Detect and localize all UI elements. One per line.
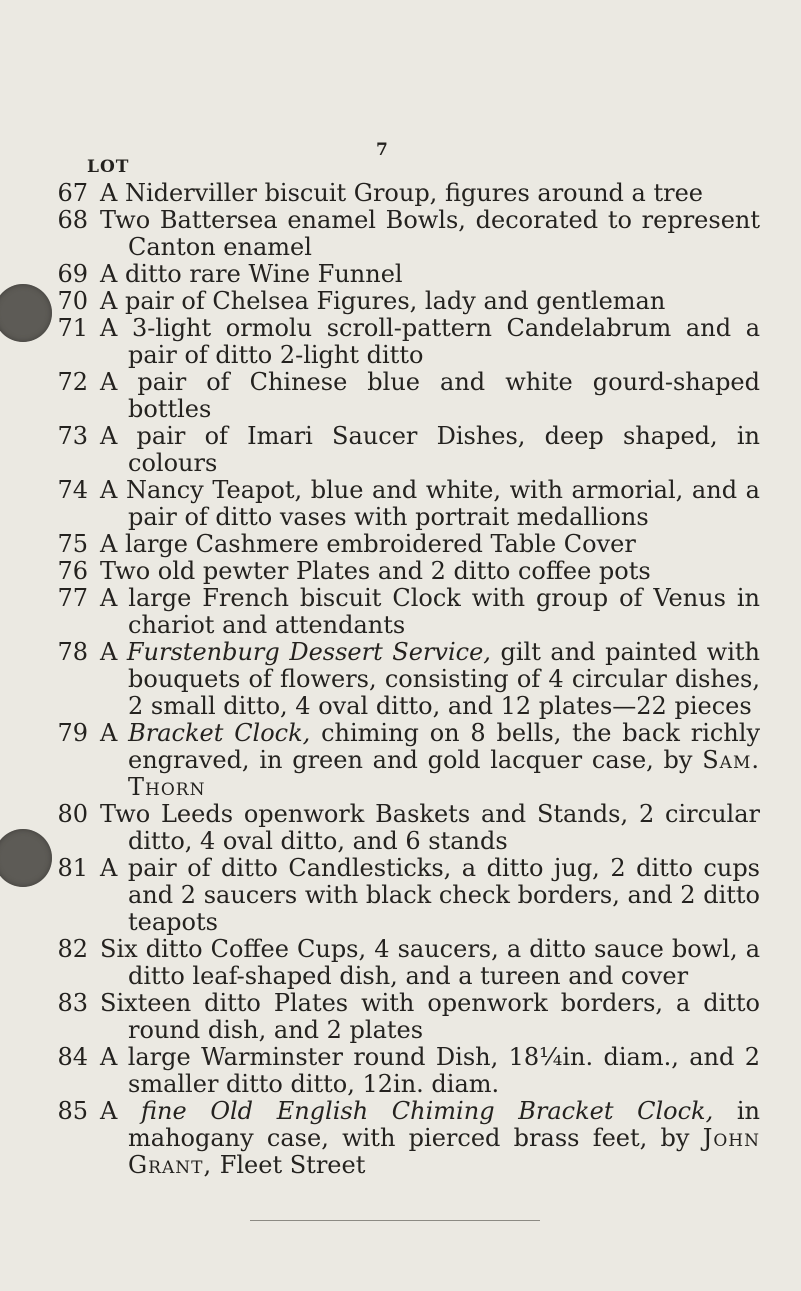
lot-description bbox=[100, 639, 760, 720]
lot-description: A pair of Chelsea Figures, lady and gentleman bbox=[100, 287, 666, 315]
lot-description-emph: Furstenburg Dessert Service, bbox=[126, 638, 491, 666]
lot-description-pre: A bbox=[100, 719, 129, 747]
lot-entry bbox=[0, 531, 801, 558]
lot-description: A large Cashmere embroidered Table Cover bbox=[100, 530, 636, 558]
lot-description: A Niderviller biscuit Group, figures around a tree bbox=[100, 179, 703, 207]
lot-entry bbox=[0, 801, 801, 855]
lot-entry bbox=[0, 477, 801, 531]
lot-description bbox=[100, 720, 760, 801]
lot-description-post: in mahogany case, with pierced brass feet, by bbox=[128, 1097, 761, 1152]
lot-number: 85 bbox=[57, 1097, 88, 1125]
lot-description: A Nancy Teapot, blue and white, with armorial, and a pair of ditto vases with portrait medallions bbox=[100, 476, 760, 531]
lot-number: 83 bbox=[57, 989, 88, 1017]
lot-description: A pair of ditto Candlesticks, a ditto jug, 2 ditto cups and 2 saucers with black check borders, and 2 ditto teapots bbox=[100, 854, 760, 936]
lot-description-sc: John Grant, bbox=[128, 1124, 760, 1179]
lot-entry bbox=[0, 315, 801, 369]
lot-number: 80 bbox=[57, 800, 88, 828]
lot-number: 70 bbox=[57, 287, 88, 315]
lot-number: 76 bbox=[57, 557, 88, 585]
lot-number: 71 bbox=[57, 314, 88, 342]
lot-number: 72 bbox=[57, 368, 88, 396]
lot-entry bbox=[0, 585, 801, 639]
lot-description-post: chiming on 8 bells, the back richly engraved, in green and gold lacquer case, by bbox=[128, 719, 760, 774]
lot-description: A pair of Chinese blue and white gourd-shaped bottles bbox=[100, 368, 760, 423]
lot-entry bbox=[0, 1098, 801, 1179]
lot-description: A 3-light ormolu scroll-pattern Candelabrum and a pair of ditto 2-light ditto bbox=[100, 314, 760, 369]
lot-description-emph: Bracket Clock, bbox=[128, 719, 311, 747]
lot-number: 78 bbox=[57, 638, 88, 666]
lot-description-post: gilt and painted with bouquets of flowers, consisting of 4 circular dishes, 2 small ditto, 4 oval ditto, and 12 plates—22 pieces bbox=[128, 638, 761, 720]
lot-description: A pair of Imari Saucer Dishes, deep shaped, in colours bbox=[100, 422, 760, 477]
lot-number: 79 bbox=[57, 719, 88, 747]
lot-column-header: LOT bbox=[87, 157, 130, 177]
lot-number: 77 bbox=[57, 584, 88, 612]
lot-entry bbox=[0, 720, 801, 801]
lot-entry bbox=[0, 936, 801, 990]
page-number: 7 bbox=[376, 140, 388, 160]
lot-entry bbox=[0, 855, 801, 936]
lot-list bbox=[0, 180, 801, 1179]
lot-description: A ditto rare Wine Funnel bbox=[100, 260, 403, 288]
lot-number: 82 bbox=[57, 935, 88, 963]
lot-number: 84 bbox=[57, 1043, 88, 1071]
lot-description: A large Warminster round Dish, 18¼in. diam., and 2 smaller ditto ditto, 12in. diam. bbox=[100, 1043, 760, 1098]
lot-entry bbox=[0, 639, 801, 720]
lot-description-post2: Fleet Street bbox=[212, 1151, 366, 1179]
lot-number: 69 bbox=[57, 260, 88, 288]
lot-entry bbox=[0, 1044, 801, 1098]
lot-entry bbox=[0, 261, 801, 288]
lot-description: Two Leeds openwork Baskets and Stands, 2 circular ditto, 4 oval ditto, and 6 stands bbox=[100, 800, 760, 855]
end-rule bbox=[250, 1220, 540, 1221]
lot-description-emph: fine Old English Chiming Bracket Clock, bbox=[141, 1097, 714, 1125]
lot-number: 81 bbox=[57, 854, 88, 882]
lot-description: A large French biscuit Clock with group of Venus in chariot and attendants bbox=[100, 584, 760, 639]
lot-description: Six ditto Coffee Cups, 4 saucers, a ditto sauce bowl, a ditto leaf-shaped dish, and a tureen and cover bbox=[100, 935, 760, 990]
lot-number: 73 bbox=[57, 422, 88, 450]
lot-number: 68 bbox=[57, 206, 88, 234]
lot-description-pre: A bbox=[100, 1097, 141, 1125]
lot-number: 75 bbox=[57, 530, 88, 558]
lot-entry bbox=[0, 990, 801, 1044]
lot-description: Sixteen ditto Plates with openwork borders, a ditto round dish, and 2 plates bbox=[100, 989, 760, 1044]
lot-description-pre: A bbox=[100, 638, 127, 666]
lot-entry bbox=[0, 558, 801, 585]
lot-description bbox=[100, 1098, 760, 1179]
lot-number: 67 bbox=[57, 179, 88, 207]
lot-entry bbox=[0, 423, 801, 477]
lot-number: 74 bbox=[57, 476, 88, 504]
lot-entry bbox=[0, 369, 801, 423]
lot-description: Two Battersea enamel Bowls, decorated to represent Canton enamel bbox=[100, 206, 760, 261]
lot-description: Two old pewter Plates and 2 ditto coffee pots bbox=[100, 557, 651, 585]
lot-entry bbox=[0, 180, 801, 207]
lot-description-sc: Sam. Thorn bbox=[128, 746, 760, 801]
lot-entry bbox=[0, 288, 801, 315]
lot-entry bbox=[0, 207, 801, 261]
